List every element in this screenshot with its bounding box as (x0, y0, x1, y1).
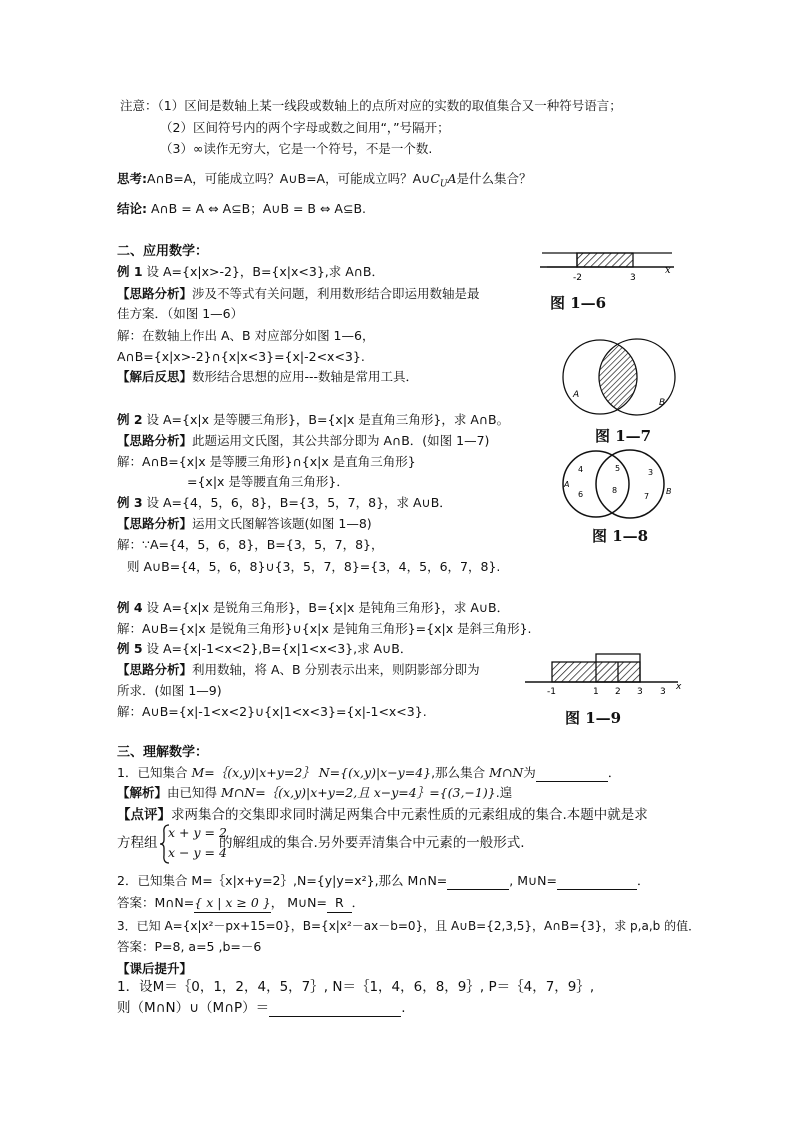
q2-ans-end: ． (351, 895, 365, 910)
q1-comment-2-prefix: 方程组 (117, 835, 158, 851)
label-b: B (666, 487, 672, 496)
q1-answer-blank[interactable] (536, 767, 608, 782)
after-l2end: . (401, 1000, 406, 1016)
axis-label-x: x (676, 682, 682, 692)
ex3-a: 运用文氏图解答该题(如图 1—8) (192, 516, 372, 531)
q1-post: 为 (523, 765, 536, 780)
ex3-tag: 【思路分析】 (117, 516, 193, 531)
after-answer-blank[interactable] (269, 1002, 401, 1017)
complement-u: U (439, 179, 448, 190)
ex1-label: 例 1 (117, 264, 143, 279)
conclusion-text: A∩B = A ⇔ A⊆B；A∪B = B ⇔ A⊆B. (147, 201, 367, 216)
ex2-tag: 【思路分析】 (117, 433, 193, 448)
caption-1-7: 图 1—7 (595, 427, 652, 445)
ex3-s1: 解： (117, 537, 143, 552)
q1-analysis (117, 784, 512, 802)
number-line-1-6 (532, 240, 682, 290)
think-tail: 是什么集合？ (456, 171, 532, 186)
ex3-solution-2: 则 A∪B={4，5，6，8}∪{3，5，7，8}={3，4，5，6，7，8}. (127, 559, 501, 574)
section-3-title: 三、理解数学： (117, 745, 209, 760)
q1-comment-1 (117, 806, 648, 824)
ex5-solution: 解：A∪B={x|-1<x<2}∪{x|1<x<3}={x|-1<x<3}. (117, 704, 427, 719)
caption-1-8: 图 1—8 (592, 527, 649, 545)
tick-label-neg2: -2 (573, 273, 582, 283)
q1-mid: ,那么集合 (431, 765, 490, 780)
equation-system (159, 823, 227, 865)
ex2-analysis (117, 432, 489, 450)
ex2-question (117, 411, 509, 429)
tick-label-3: 3 (630, 273, 636, 283)
after-l2: 则（M∩N）∪（M∩P）＝ (117, 1000, 270, 1016)
elem-6: 6 (578, 490, 584, 499)
ex5-label: 例 5 (117, 641, 143, 656)
label-a: A (564, 480, 570, 489)
q2-answer (117, 894, 364, 913)
q1-comment-2: 的解组成的集合.另外要弄清集合中元素的一般形式. (219, 835, 525, 851)
after-line-2 (117, 999, 405, 1017)
elem-8: 8 (612, 486, 618, 495)
q3-answer: 答案：P=8, a=5 ,b=－6 (117, 939, 262, 954)
q3-question: 3．已知 A={x|x²－px+15=0}，B={x|x²－ax－b=0}，且 A∪B={2,3,5}，A∩B={3}，求 p,a,b 的值． (117, 919, 701, 933)
q2-ans-mid: ， M∪N= (270, 895, 327, 910)
after-class-title: 【课后提升】 (117, 961, 193, 976)
equation-2: x − y = 4 (168, 845, 227, 860)
tick-1: 1 (593, 687, 599, 697)
note-line-1: 注意：（1）区间是数轴上某一线段或数轴上的点所对应的实数的取值集合又一种符号语言； (120, 98, 622, 113)
caption-1-6: 图 1—6 (550, 294, 607, 312)
label-a: A (573, 390, 580, 400)
ex1-solution-1: 解：在数轴上作出 A、B 对应部分如图 1—6， (117, 328, 375, 343)
ex2-label: 例 2 (117, 412, 143, 427)
ex1-rtag: 【解后反思】 (117, 369, 193, 384)
tick-2: 2 (615, 687, 621, 697)
q2-ans-pre: 答案：M∩N= (117, 895, 195, 910)
q1-set: M=｛(x,y)|x+y=2｝ N={(x,y)|x−y=4} (191, 765, 432, 780)
think-text: A∩B=A，可能成立吗？A∪B=A，可能成立吗？A∪ (147, 171, 431, 186)
conclusion-line (117, 200, 366, 218)
note-line-3: （3）∞读作无穷大，它是一个符号，不是一个数. (160, 141, 433, 156)
tick-neg1: -1 (547, 687, 556, 697)
ex2-a: 此题运用文氏图，其公共部分即为 A∩B．(如图 1—7) (192, 433, 490, 448)
caption-1-9: 图 1—9 (565, 709, 622, 727)
ex1-r: 数形结合思想的应用---数轴是常用工具． (192, 369, 419, 384)
think-label: 思考: (117, 171, 147, 186)
ex1-solution-2: A∩B={x|x>-2}∩{x|x<3}={x|-2<x<3}. (117, 349, 365, 364)
ex5-a1: 利用数轴，将 A、B 分别表示出来，则阴影部分即为 (192, 662, 480, 677)
ex5-analysis-2: 所求．(如图 1—9) (117, 683, 222, 698)
label-b: B (659, 398, 666, 408)
axis-label-x: x (665, 265, 671, 276)
intersection-region (577, 253, 633, 267)
elem-3: 3 (648, 468, 654, 477)
q1-p1: 求两集合的交集即求同时满足两集合中元素性质的元素组成的集合.本题中就是求 (171, 807, 648, 823)
ex3-solution-1 (117, 536, 383, 554)
figure-1-8 (558, 447, 688, 547)
ex3-question (117, 494, 452, 512)
section-2-title: 二、应用数学： (117, 244, 209, 259)
q2-mid: , M∪N= (509, 873, 558, 888)
q2-blank-1[interactable] (447, 875, 509, 890)
elem-7: 7 (644, 492, 650, 501)
ex1-tag: 【思路分析】 (117, 286, 193, 301)
venn-1-8 (558, 447, 688, 521)
ex1-reflection (117, 368, 418, 386)
ex1-q: 设 A={x|x>-2}，B={x|x<3},求 A∩B． (142, 264, 384, 279)
ex5-analysis-1 (117, 661, 480, 679)
after-line-1: 1．设M＝｛0，1，2，4，5，7｝, N＝｛1，4，6，8，9｝, P＝｛4，7，9｝, (117, 979, 595, 995)
number-line-1-9 (520, 645, 685, 697)
because-icon: ∵ (142, 537, 150, 552)
figure-1-6 (532, 240, 682, 320)
tick-3b: 3 (660, 687, 666, 697)
q1-jend: .遑 (495, 785, 513, 800)
q1-end: ． (607, 765, 621, 780)
ex1-question (117, 263, 384, 281)
ex1-analysis-2: 佳方案．（如图 1—6） (117, 306, 244, 321)
q2-ans-set: { x | x ≥ 0 } (194, 894, 270, 913)
ex1-analysis-1 (117, 285, 480, 303)
ex2-solution-1: 解：A∩B={x|x 是等腰三角形}∩{x|x 是直角三角形} (117, 454, 416, 469)
q2-ans-r: R (327, 894, 352, 913)
equation-1: x + y = 2 (168, 825, 227, 840)
ex4-question (117, 599, 509, 617)
ex2-q: 设 A={x|x 是等腰三角形}，B={x|x 是直角三角形}，求 A∩B。 (142, 412, 510, 427)
figure-1-9 (520, 645, 685, 730)
ex3-s1b: A={4，5，6，8}，B={3，5，7，8}， (149, 537, 384, 552)
tick-3: 3 (637, 687, 643, 697)
ex1-a1: 涉及不等式有关问题，利用数形结合即运用数轴是最 (192, 286, 480, 301)
ex5-question (117, 640, 412, 658)
think-line (117, 170, 532, 194)
ex4-q: 设 A={x|x 是锐角三角形}，B={x|x 是钝角三角形}，求 A∪B． (142, 600, 510, 615)
ex3-label: 例 3 (117, 495, 143, 510)
q1-jm: M∩N=｛(x,y)|x+y=2,且 x−y=4｝={(3,−1)} (221, 785, 496, 800)
q2-text: 2．已知集合 M=｛x|x+y=2｝,N={y|y=x²},那么 M∩N= (117, 873, 448, 888)
conclusion-label: 结论: (117, 201, 147, 216)
complement-c: C (430, 171, 440, 186)
venn-1-7 (555, 335, 685, 421)
q1-mn: M∩N (489, 765, 524, 780)
figure-1-7 (555, 335, 685, 445)
ex5-q: 设 A={x|-1<x<2},B={x|1<x<3},求 A∪B． (142, 641, 413, 656)
ex4-label: 例 4 (117, 600, 143, 615)
complement-a: A (447, 171, 457, 186)
elem-5: 5 (615, 464, 621, 473)
ex5-tag: 【思路分析】 (117, 662, 193, 677)
q1-pre: 1．已知集合 (117, 765, 192, 780)
ex3-q: 设 A={4，5，6，8}，B={3，5，7，8}，求 A∪B． (142, 495, 452, 510)
ex3-analysis (117, 515, 372, 533)
circle-b (596, 450, 664, 518)
ex4-solution: 解：A∪B={x|x 是锐角三角形}∪{x|x 是钝角三角形}={x|x 是斜三角形}. (117, 621, 532, 636)
q2-line (117, 872, 650, 890)
ex2-solution-2: ={x|x 是等腰直角三角形}． (187, 474, 349, 489)
q1-j: 由已知得 (167, 785, 221, 800)
q1-ptag: 【点评】 (117, 807, 171, 823)
q2-end: ． (637, 873, 650, 888)
elem-4: 4 (578, 465, 584, 474)
q1-jtag: 【解析】 (117, 785, 168, 800)
q1-line (117, 764, 620, 782)
note-line-2: （2）区间符号内的两个字母或数之间用“，”号隔开； (160, 120, 450, 135)
q2-blank-2[interactable] (557, 875, 637, 890)
